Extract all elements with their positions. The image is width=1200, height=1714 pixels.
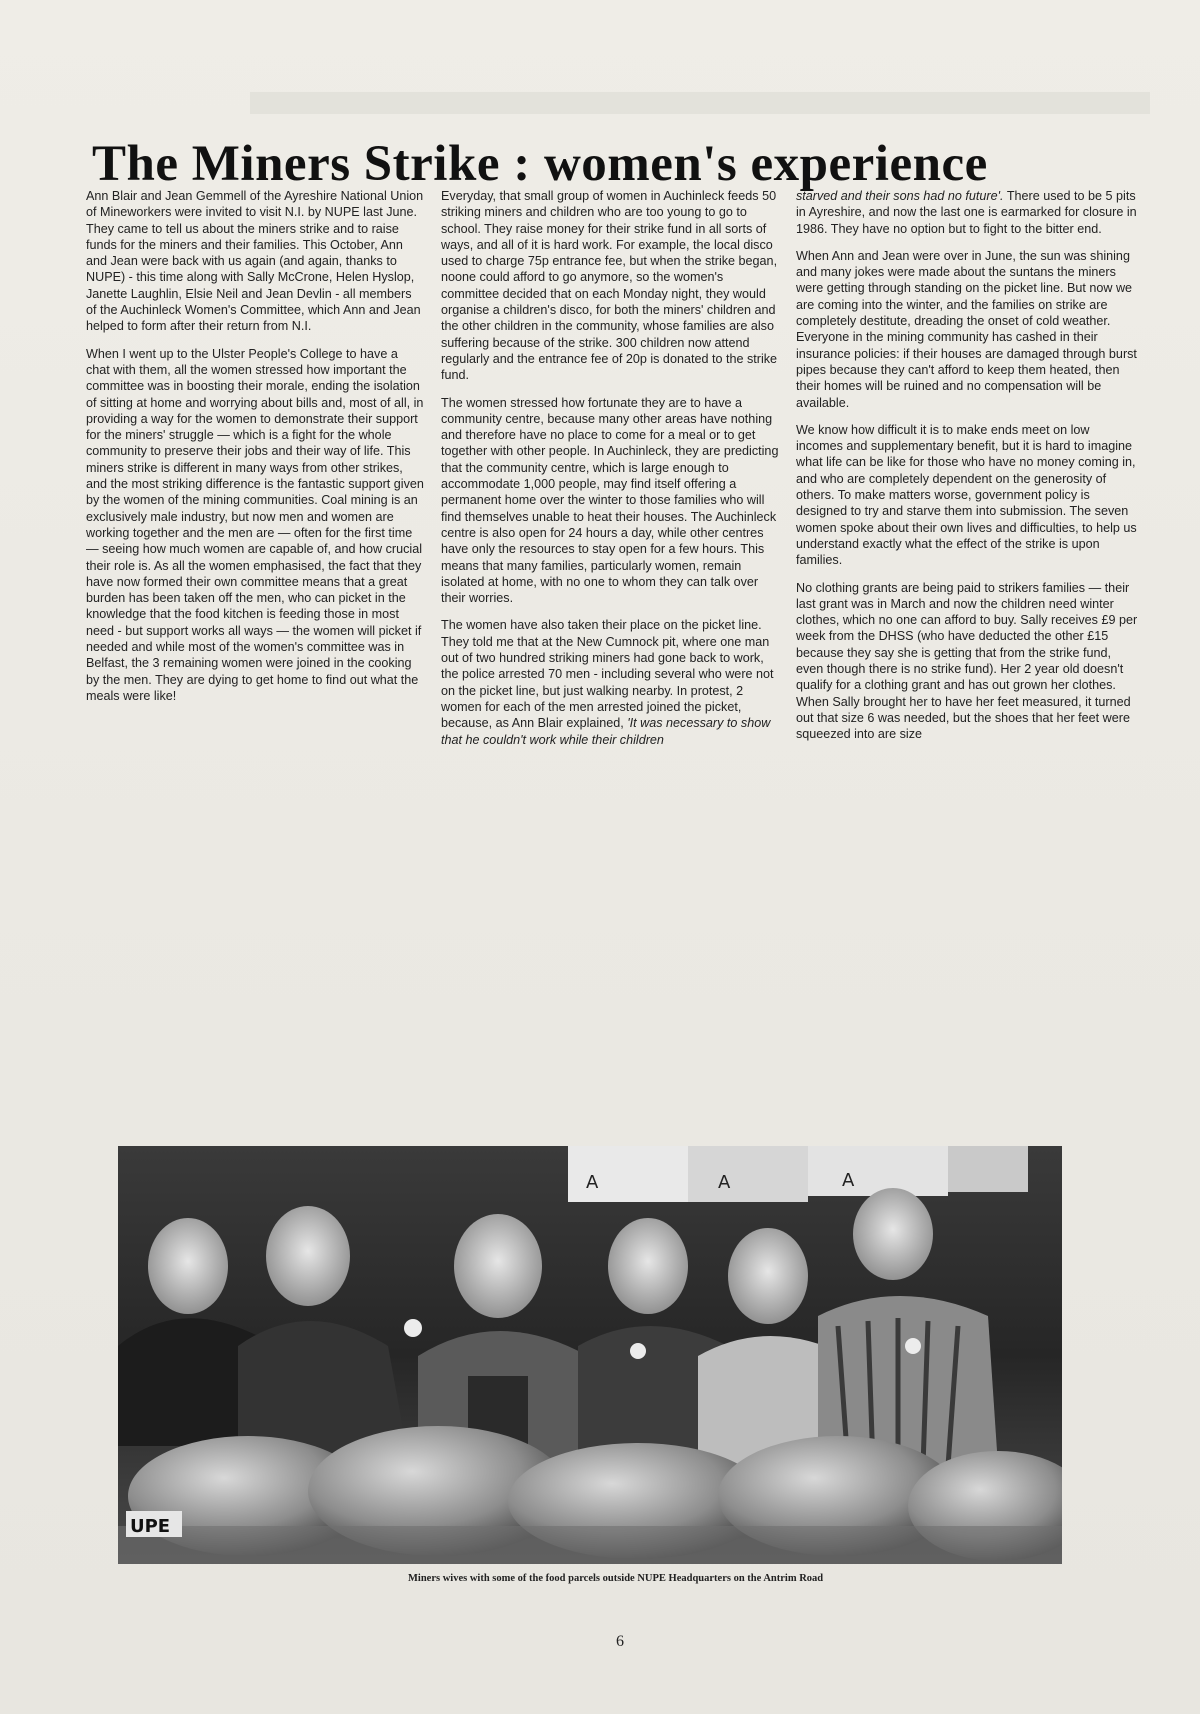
banner — [808, 1146, 948, 1196]
banner-letter: A — [586, 1172, 599, 1193]
paragraph: The women stressed how fortunate they are to have a community centre, because many other areas have nothing and therefore have no place to come for a meal or to get together with other people. In Auchinleck, they are predicting that the community centre, which is large enough to accommodate 1,000 people, may find itself offering a permanent home over the winter to those families who will find themselves unable to heat their houses. The Auchinleck centre is also open for 24 hours a day, while other centres have only the resources to stay open for a few hours. This means that many families, particularly women, remain isolated at home, with no one to whom they can talk over their worries. — [441, 395, 779, 606]
banner-letter: A — [842, 1170, 855, 1191]
paragraph: No clothing grants are being paid to strikers families — their last grant was in March and now the children need winter clothes, which no one can afford to buy. Sally receives £9 per week from the DHSS (who have deducted the other £15 because they say she is getting that from the strike fund, even though there is no strike fund). Her 2 year old doesn't qualify for a clothing grant and has out grown her clothes. When Sally brought her to have her feet measured, it turned out that size 6 was needed, but the shoes that her feet were squeezed into are size — [796, 580, 1138, 742]
sign-fragment: UPE — [130, 1516, 171, 1537]
article-column-3 — [796, 188, 1138, 754]
paragraph — [796, 188, 1138, 237]
paragraph — [441, 617, 779, 747]
paragraph: Ann Blair and Jean Gemmell of the Ayreshire National Union of Mineworkers were invited to visit N.I. by NUPE last June. They came to tell us about the miners strike and to raise funds for the miners and their families. This October, Ann and Jean were back with us again (and again, thanks to NUPE) - this time along with Sally McCrone, Helen Hyslop, Janette Laughlin, Elsie Neil and Jean Devlin - all members of the Auchinleck Women's Committee, which Ann and Jean helped to form after their return from N.I. — [86, 189, 424, 334]
photo-illustration — [118, 1146, 1062, 1564]
paragraph-text: The women have also taken their place on the picket line. They told me that at the New Cumnock pit, where one man out of two hundred striking miners had gone back to work, the police arrested 70 men - including several who were not on the picket line, but just walking nearby. In protest, 2 women for each of the men arrested joined the picket, because, as Ann Blair explained, — [441, 618, 774, 731]
photograph-women-with-food-parcels — [118, 1146, 1062, 1564]
quote-text: starved and their sons had no future'. — [796, 189, 1004, 203]
article-title: The Miners Strike : women's experience — [92, 136, 988, 193]
article-column-2 — [441, 188, 779, 759]
banner-letter: A — [718, 1172, 731, 1193]
bleed-through-band — [250, 92, 1150, 114]
quote-text: 'It was necessary to show that he couldn't work while their children — [441, 716, 771, 747]
paragraph: We know how difficult it is to make ends meet on low incomes and supplementary benefit, but it is hard to imagine what life can be like for those who have no money coming in, and who are completely dependent on the generosity of others. To make matters worse, government policy is designed to try and starve them into submission. The seven women spoke about their own lives and difficulties, to help us understand exactly what the effect of the strike is upon families. — [796, 422, 1137, 568]
paragraph-text: There used to be 5 pits in Ayreshire, and now the last one is earmarked for closure in 1986. They have no option but to fight to the bitter end. — [796, 189, 1137, 236]
paragraph: Everyday, that small group of women in Auchinleck feeds 50 striking miners and children who are too young to go to school. They raise money for their strike fund in all sorts of ways, and all of it is hard work. For example, the local disco used to charge 75p entrance fee, but when the strike began, noone could afford to go anymore, so the women's committee decided that on each Monday night, they would organise a children's disco, for both the miners' children and the other children in the community, whose families are also suffering because of the strike. 300 children now attend regularly and the entrance fee of 20p is donated to the strike fund. — [441, 189, 778, 383]
page-number: 6 — [616, 1633, 624, 1650]
paragraph: When I went up to the Ulster People's College to have a chat with them, all the women stressed how important the committee was in boosting their morale, ending the isolation of sitting at home and worrying about bills and, most of all, in providing a way for the women to demonstrate their support for the miners' struggle — which is a fight for the whole community to preserve their jobs and their way of life. This miners strike is different in many ways from other strikes, and the most striking difference is the fantastic support given by the women of the mining communities. Coal mining is an exclusively male industry, but now men and women are working together and the men are — often for the first time — seeing how much women are capable of, and how crucial their role is. As all the women emphasised, the fact that they have now formed their own committee means that a great burden has been taken off the men, who can picket in the knowledge that the food kitchen is feeding those in most need - but support works all ways — the women will picket if needed and while most of the women's committee was in Belfast, the 3 remaining women were joined in the cooking by the men. They are dying to get home to find out what the meals were like! — [86, 346, 424, 703]
photo-caption: Miners wives with some of the food parcels outside NUPE Headquarters on the Antrim Road — [408, 1573, 824, 1584]
paragraph: When Ann and Jean were over in June, the sun was shining and many jokes were made about the suntans the miners were getting through standing on the picket line. But now we are coming into the winter, and the families on strike are completely destitute, dreading the onset of cold weather. Everyone in the mining community has cashed in their insurance policies: if their houses are damaged through burst pipes because they can't afford to keep them heated, then their homes will be ruined and no compensation will be available. — [796, 248, 1137, 410]
article-column-1 — [86, 188, 424, 715]
